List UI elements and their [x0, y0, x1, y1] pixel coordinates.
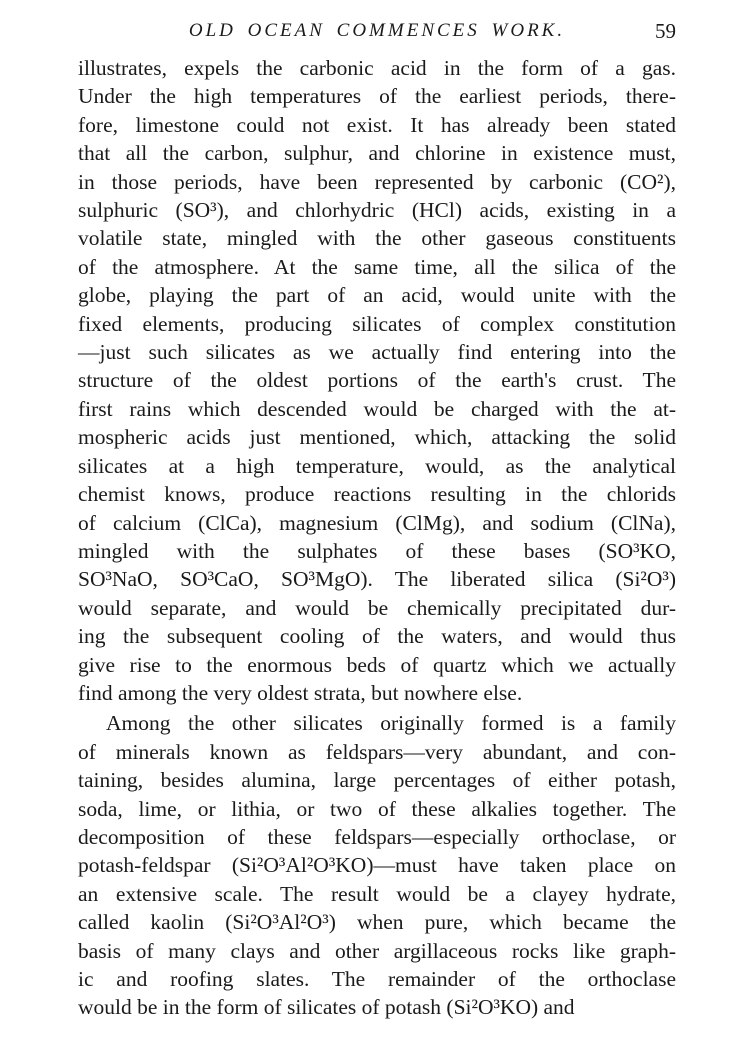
text-line: of calcium (ClCa), magnesium (ClMg), and sodium (ClNa), [78, 510, 676, 535]
body-text [78, 54, 676, 1022]
text-line: volatile state, mingled with the other gaseous constituents [78, 226, 676, 251]
text-line: fore, limestone could not exist. It has already been stated [78, 112, 676, 137]
page-number: 59 [655, 19, 676, 43]
text-line: illustrates, expels the carbonic acid in the form of a gas. [78, 56, 676, 80]
text-line: would be in the form of silicates of potash (Si²O³KO) and [78, 995, 575, 1020]
text-line: first rains which descended would be charged with the at- [78, 396, 676, 421]
text-line: ing the subsequent cooling of the waters, and would thus [78, 624, 676, 649]
paragraph-2 [78, 709, 676, 1021]
text-line: fixed elements, producing silicates of complex constitution [78, 311, 676, 336]
text-line: give rise to the enormous beds of quartz which we actually [78, 652, 676, 677]
text-line: of the atmosphere. At the same time, all the silica of the [78, 254, 676, 279]
text-line: chemist knows, produce reactions resulting in the chlorids [78, 482, 676, 507]
paragraph-1 [78, 54, 676, 707]
text-line: of minerals known as feldspars—very abundant, and con- [78, 739, 676, 764]
text-line: mospheric acids just mentioned, which, attacking the solid [78, 425, 676, 450]
text-line: called kaolin (Si²O³Al²O³) when pure, which became the [78, 910, 676, 935]
text-line: structure of the oldest portions of the earth's crust. The [78, 368, 676, 393]
text-line: basis of many clays and other argillaceous rocks like graph- [78, 938, 676, 963]
text-line: SO³NaO, SO³CaO, SO³MgO). The liberated silica (Si²O³) [78, 567, 676, 592]
text-line: soda, lime, or lithia, or two of these alkalies together. The [78, 796, 676, 821]
text-line: globe, playing the part of an acid, would unite with the [78, 283, 676, 308]
text-line: that all the carbon, sulphur, and chlorine in existence must, [78, 141, 676, 166]
text-line: ic and roofing slates. The remainder of the orthoclase [78, 967, 676, 991]
text-line: sulphuric (SO³), and chlorhydric (HCl) acids, existing in a [78, 198, 676, 223]
text-line: silicates at a high temperature, would, as the analytical [78, 453, 676, 478]
text-line: taining, besides alumina, large percentages of either potash, [78, 768, 676, 793]
text-line: —just such silicates as we actually find entering into the [78, 340, 676, 365]
text-line: Under the high temperatures of the earliest periods, there- [78, 84, 676, 109]
text-line: decomposition of these feldspars—especially orthoclase, or [78, 824, 676, 849]
text-line: find among the very oldest strata, but nowhere else. [78, 680, 523, 705]
text-line: Among the other silicates originally formed is a family [106, 711, 676, 736]
text-line: would separate, and would be chemically precipitated dur- [78, 595, 676, 620]
running-head [78, 14, 676, 46]
running-title: OLD OCEAN COMMENCES WORK. [188, 20, 566, 41]
text-line: potash-feldspar (Si²O³Al²O³KO)—must have taken place on [78, 853, 676, 878]
text-line: an extensive scale. The result would be a clayey hydrate, [78, 881, 676, 906]
text-line: mingled with the sulphates of these bases (SO³KO, [78, 538, 676, 563]
text-line: in those periods, have been represented by carbonic (CO²), [78, 169, 676, 194]
